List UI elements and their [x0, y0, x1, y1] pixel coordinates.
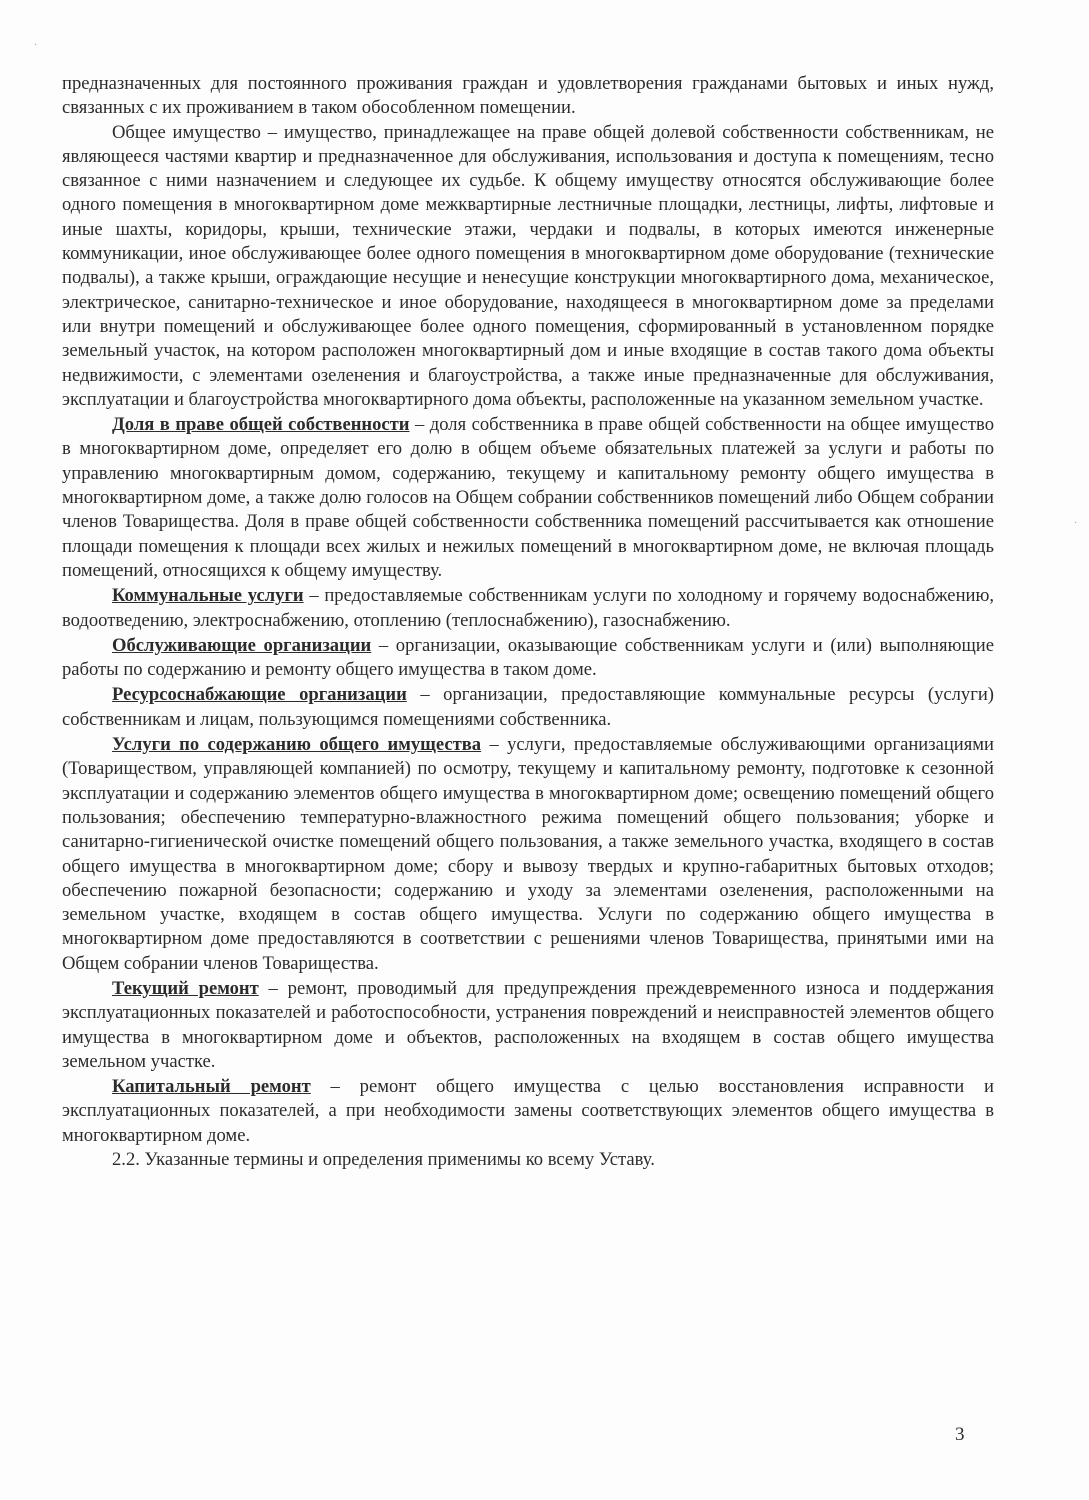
definition-current-repair-paragraph: [62, 977, 994, 1074]
definition-term: Ресурсоснабжающие организации: [112, 684, 407, 706]
definition-term: Обслуживающие организации: [112, 634, 372, 656]
definition-term: Коммунальные услуги: [112, 585, 304, 607]
definition-term: Капитальный ремонт: [112, 1076, 311, 1098]
scan-speck: ·: [1074, 518, 1078, 529]
definition-utilities-paragraph: [62, 584, 994, 633]
definition-text: – доля собственника в праве общей собственности на общее имущество в многоквартирном доме, определяет его долю в общем объеме обязательных платежей за услуги и работы по управлению многоквартирным домом, содержанию, текущему и капитальному ремонту общего имущества в многоквартирном доме, а также долю голосов на Общем собрании собственников помещений либо Общем собрании членов Товарищества. Доля в праве общей собственности собственника помещений рассчитывается как отношение площади помещения к площади всех жилых и нежилых помещений в многоквартирном доме, не включая площадь помещений, относящихся к общему имуществу.: [62, 414, 995, 581]
common-property-paragraph: Общее имущество – имущество, принадлежащее на праве общей долевой собственности собственникам, не являющееся частями квартир и предназначенное для обслуживания, использования и доступа к помещениям, тесно связанное с ними назначением и следующее их судьбе. К общему имуществу относятся обслуживающие более одного помещения в многоквартирном доме межквартирные лестничные площадки, лестницы, лифты, лифтовые и иные шахты, коридоры, крыши, технические этажи, чердаки и подвалы, в которых имеются инженерные коммуникации, иное обслуживающее более одного помещения в многоквартирном доме оборудование (технические подвалы), а также крыши, ограждающие несущие и ненесущие конструкции многоквартирного дома, механическое, электрическое, санитарно-техническое и иное оборудование, находящееся в многоквартирном доме за пределами или внутри помещений и обслуживающее более одного помещения, сформированный в установленном порядке земельный участок, на котором расположен многоквартирный дом и иные входящие в состав такого дома объекты недвижимости, с элементами озеленения и благоустройства, а также иные предназначенные для обслуживания, эксплуатации и благоустройства многоквартирного дома объекты, расположенные на указанном земельном участке.: [62, 121, 994, 410]
definition-text: – услуги, предоставляемые обслуживающими организациями (Товариществом, управляющей компанией) по осмотру, текущему и капитальному ремонту, подготовке к сезонной эксплуатации и содержанию элементов общего имущества в многоквартирном доме; освещению помещений общего пользования; обеспечению температурно-влажностного режима помещений общего пользования; уборке и санитарно-гигиенической очистке помещений общего пользования, а также земельного участка, входящего в состав общего имущества в многоквартирном доме; сбору и вывозу твердых и крупно-габаритных бытовых отходов; обеспечению пожарной безопасности; содержанию и уходу за элементами озеленения, расположенными на земельном участке, входящем в состав общего имущества. Услуги по содержанию общего имущества в многоквартирном доме предоставляются в соответствии с решениями членов Товарищества, принятыми ими на Общем собрании членов Товарищества.: [62, 734, 994, 974]
definition-term: Услуги по содержанию общего имущества: [112, 734, 482, 756]
page-number: 3: [955, 1424, 965, 1445]
definition-text: – организации, предоставляющие коммунальные ресурсы (услуги) собственникам и лицам, пользующимся помещениями собственника.: [62, 684, 994, 730]
definition-text: – ремонт, проводимый для предупреждения преждевременного износа и поддержания эксплуатационных показателей и работоспособности, устранения повреждений и неисправностей элементов общего имущества в многоквартирном доме и объектов, расположенных на входящем в состав общего имущества земельном участке.: [62, 977, 994, 1072]
scan-speck: ·: [34, 40, 38, 51]
definition-capital-repair-paragraph: [62, 1075, 994, 1148]
document-body: [62, 72, 994, 1172]
definition-text: – ремонт общего имущества с целью восстановления исправности и эксплуатационных показателей, а при необходимости замены соответствующих элементов общего имущества в многоквартирном доме.: [62, 1076, 994, 1146]
definition-text: – организации, оказывающие собственникам услуги и (или) выполняющие работы по содержанию и ремонту общего имущества в таком доме.: [62, 634, 994, 681]
definition-term: Доля в праве общей собственности: [112, 414, 410, 436]
definition-maintenance-services-paragraph: [62, 733, 994, 976]
definition-share-paragraph: [62, 413, 994, 583]
definition-resource-orgs-paragraph: [62, 683, 994, 732]
closing-clause: 2.2. Указанные термины и определения применимы ко всему Уставу.: [112, 1149, 655, 1171]
definition-text: – предоставляемые собственникам услуги по холодному и горячему водоснабжению, водоотведению, электроснабжению, отоплению (теплоснабжению), газоснабжению.: [62, 585, 995, 631]
intro-paragraph: предназначенных для постоянного проживания граждан и удовлетворения гражданами бытовых и иных нужд, связанных с их проживанием в таком обособленном помещении.: [62, 73, 994, 119]
definition-service-orgs-paragraph: [62, 634, 994, 683]
definition-term: Текущий ремонт: [112, 977, 259, 999]
